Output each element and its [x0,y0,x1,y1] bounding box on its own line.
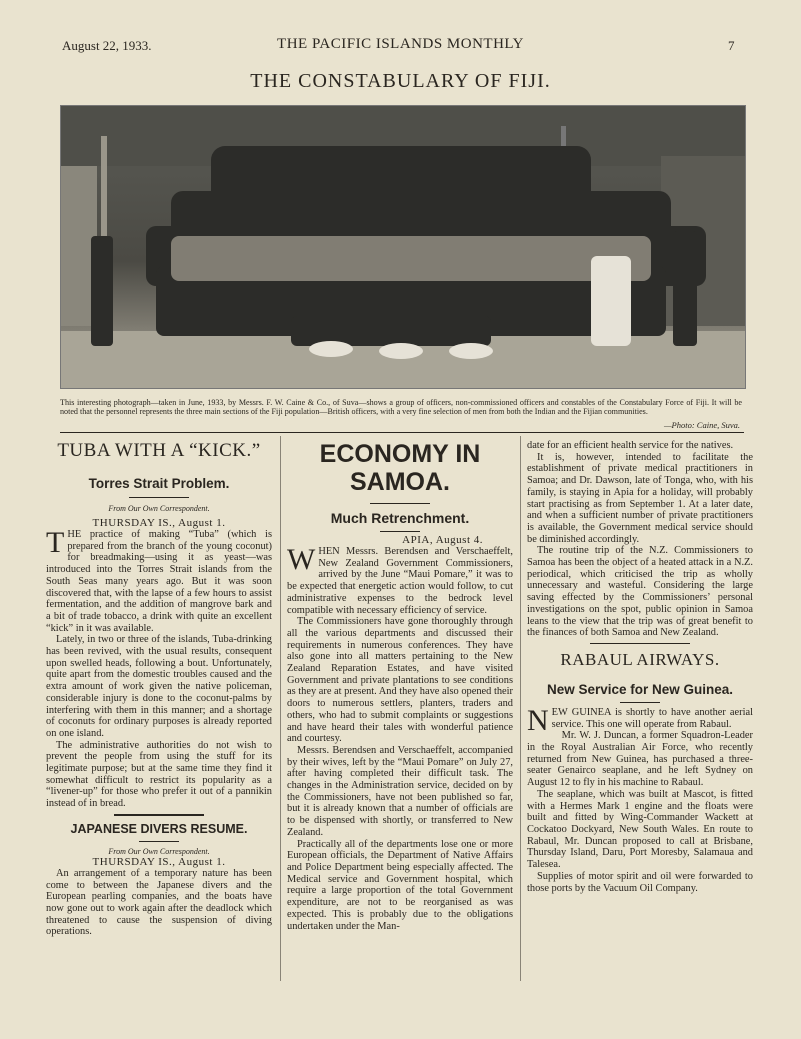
short-rule [380,531,420,532]
rabaul-headline: RABAUL AIRWAYS. [560,649,720,669]
tuba-paragraph: Lately, in two or three of the islands, Tuba-drinking has been revived, with the usual results, consequent upon swelled heads, following a bout. Unfortunately, quite apart from the domestic troubles caused and the extra amount of work given the native policeman, considerable injury is done to the coconut-palms by interfering with them in this manner; and a shortage of coconuts for ordinary purposes is already reported on one island. [46,634,272,739]
rabaul-paragraph: EW GUINEA is shortly to have another aerial service. This one will operate from Rabaul. [551,706,753,730]
tuba-dateline: THURSDAY IS., August 1. [92,517,226,529]
samoa-dateline: APIA, August 4. [402,534,483,546]
tuba-byline: From Our Own Correspondent. [108,504,210,513]
section-divider [60,432,744,433]
samoa-paragraph: HEN Messrs. Berendsen and Verschaeffelt, New Zealand Government Commissioners, arrived by the June “Maui Pomare,” it was to be expected that energetic action would follow, to cut administrative expenses to the bedrock level compatible with necessary efficiency of service. [287,546,513,616]
group-photo-image [61,106,745,388]
tuba-headline: TUBA WITH A “KICK.” [57,440,261,461]
samoa-subtitle: Much Retrenchment. [330,510,470,526]
short-rule [590,643,690,644]
rabaul-paragraph: Mr. W. J. Duncan, a former Squadron-Leader in the Royal Australian Air Force, who recently returned from New Guinea, has purchased a three-seater Genairco seaplane, and he left Sydney on August 12 to fly in his machine to Rabaul. [527,730,753,789]
divers-byline: From Our Own Correspondent. [108,846,210,856]
drop-cap: W [287,543,316,576]
samoa-paragraph: The Commissioners have gone thoroughly through all the various departments and discussed their requirements in numerous conferences. They have also gone into all matters pertaining to the New Zealand Reparation Estates, and have visited Government and private plantations to see conditions as they are at present. And they have also opened their doors to numerous settlers, planters, traders and others, who had to submit complaints or suggestions and have heard their tales with wonderful patience and courtesy. [287,616,513,745]
samoa-headline-line-2: SAMOA. [350,468,450,496]
masthead: THE PACIFIC ISLANDS MONTHLY [277,36,524,52]
constabulary-photo [60,105,746,389]
page-number: 7 [728,38,735,53]
rabaul-subtitle: New Service for New Guinea. [546,681,734,697]
tuba-paragraph: The administrative authorities do not wish to prevent the people from using the stuff for its legitimate purpose; but at the same time they find it somewhat difficult to restrict its popularity as a “livener-up” for those who prefer it out of a pannikin instead of in bread. [46,739,272,810]
divers-headline: JAPANESE DIVERS RESUME. [70,821,248,836]
drop-cap: N [527,703,549,737]
column-3 [527,440,753,894]
divers-dateline: THURSDAY IS., August 1. [92,855,226,868]
tuba-subtitle: Torres Strait Problem. [88,476,230,491]
page-title: THE CONSTABULARY OF FIJI. [250,70,551,92]
short-rule [139,841,179,842]
rabaul-paragraph: Supplies of motor spirit and oil were forwarded to those ports by the Vacuum Oil Company. [527,870,753,894]
drop-cap: T [46,526,65,559]
photo-caption: This interesting photograph—taken in June, 1933, by Messrs. F. W. Caine & Co., of Suva—shows a group of officers, non-commissioned officers and constables of the Constabulary Force of Fiji. It will be noted that the personnel represents the three main sections of the Fiji population—British officers, with a very fine selection of men from both the Indian and the Fijian communities. [60,398,742,417]
short-rule [620,702,660,703]
samoa-continued-paragraph: It is, however, intended to facilitate the establishment of private medical practitioners in Samoa; and Dr. Dawson, late of Tonga, who, with his family, is staying in Apia for a holiday, will probably start practising as from September 1. At a later date, and when a sufficient number of private practitioners is available, the Government medical service should be diminished accordingly. [527,451,753,545]
photo-credit: —Photo: Caine, Suva. [663,420,740,430]
samoa-paragraph: Messrs. Berendsen and Verschaeffelt, accompanied by their wives, left by the “Maui Pomare” on July 27, after having completed their difficult task. The changes in the Administration service, decided on by the Commissioners, have not been published so far, but it is already known that a number of officials are to be dispensed with shortly, or transferred to New Zealand. [287,744,513,838]
column-rule [280,436,281,981]
samoa-headline-line-1: ECONOMY IN [319,440,481,468]
short-rule [129,497,189,498]
tuba-paragraph: HE practice of making “Tuba” (which is prepared from the branch of the young coconut) for breadmaking—using it as yeast—was introduced into the Torres Strait islands from the South Seas many years ago. But it was soon discovered that, with the lapse of a few hours to assist fermentation, and the addition of mangrove bark and a bit of trade tobacco, a drink with quite an excellent “kick” in it was available. [46,529,272,634]
divers-paragraph: An arrangement of a temporary nature has been come to between the Japanese divers and the European pearling companies, and the boats have now gone out to work again after the deadlock which threatened to cause the suspension of diving operations. [46,867,272,938]
short-rule [370,503,430,504]
column-rule [520,436,521,981]
column-2 [287,440,513,932]
samoa-paragraph: Practically all of the departments lose one or more European officials, the Department of Native Affairs and Police Department being especially affected. The Medical service and Government hospital, which require a large proportion of the total Government expenditure, are not to be reorganised as was expected. This is probably due to the obligations undertaken under the Man- [287,838,513,932]
column-1 [46,440,272,938]
rabaul-paragraph: The seaplane, which was built at Mascot, is fitted with a Hermes Mark 1 engine and the floats were built and fitted by Wing-Commander Wackett at Cockatoo Dockyard, New South Wales. En route to Rabaul, Mr. Duncan proposed to call at Brisbane, Thursday Island, Daru, Port Moresby, Salamaua and Talesea. [527,788,753,871]
issue-date: August 22, 1933. [62,38,152,53]
samoa-continued-paragraph: The routine trip of the N.Z. Commissioners to Samoa has been the object of a heated attack in a N.Z. periodical, which criticised the trip as wholly unnecessary and wasteful. Considering the large saving effected by the Commissioners’ personal investigations on the spot, public opinion in Samoa leans to the view that the trip was of great benefit to the finances of both Samoa and New Zealand. [527,545,753,639]
short-rule [114,814,204,816]
samoa-continued-paragraph: date for an efficient health service for the natives. [527,440,734,451]
